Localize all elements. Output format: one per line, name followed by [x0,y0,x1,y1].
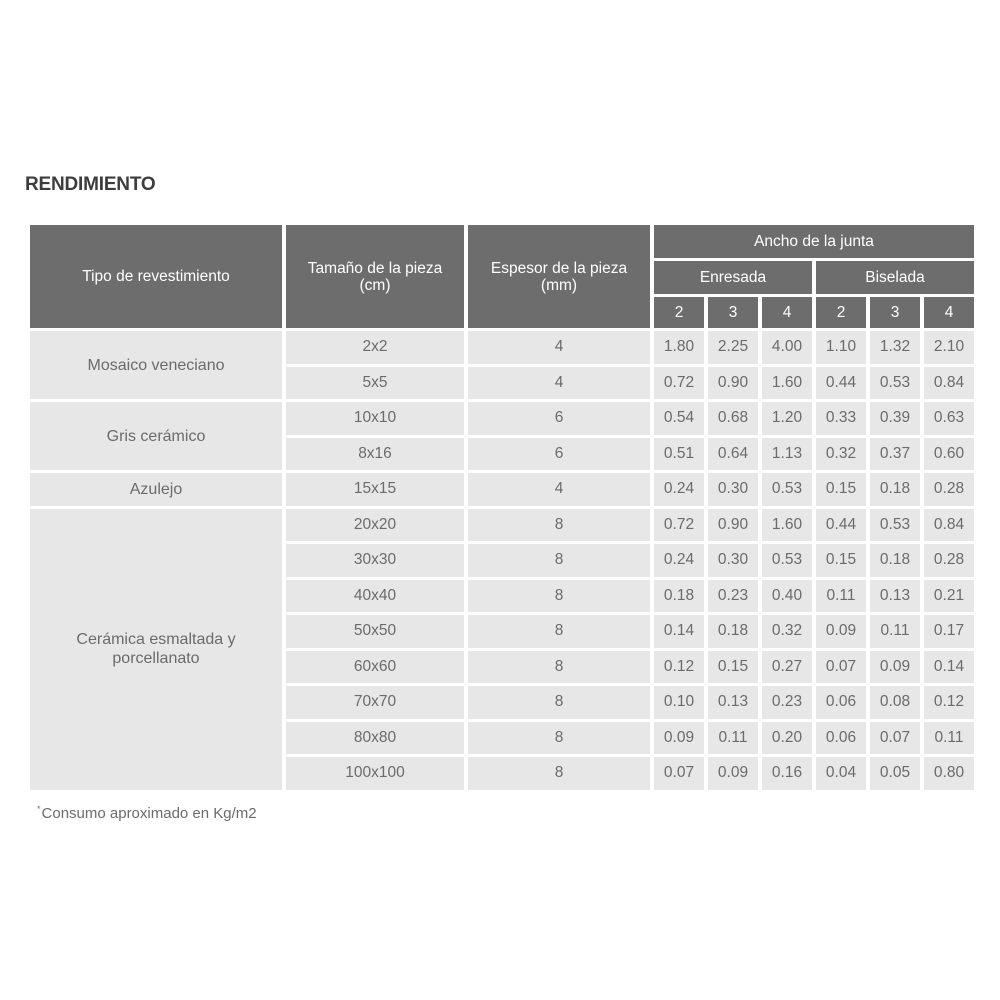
cell-value: 0.84 [924,367,974,400]
header-width: 4 [924,297,974,328]
cell-thickness: 8 [468,615,650,648]
cell-size: 10x10 [286,402,464,435]
cell-value: 0.04 [816,757,866,790]
cell-value: 0.39 [870,402,920,435]
cell-value: 1.13 [762,438,812,471]
cell-value: 0.63 [924,402,974,435]
cell-value: 0.06 [816,686,866,719]
cell-value: 0.18 [870,473,920,506]
cell-value: 0.07 [654,757,704,790]
cell-value: 0.09 [654,722,704,755]
cell-value: 0.14 [654,615,704,648]
cell-value: 0.13 [708,686,758,719]
cell-size: 15x15 [286,473,464,506]
cell-size: 40x40 [286,580,464,613]
cell-value: 0.28 [924,544,974,577]
cell-value: 0.72 [654,509,704,542]
cell-value: 0.06 [816,722,866,755]
cell-value: 0.21 [924,580,974,613]
section-title: RENDIMIENTO [25,174,156,195]
cell-value: 0.51 [654,438,704,471]
table-header [30,225,974,328]
cell-value: 0.23 [762,686,812,719]
cell-value: 0.53 [762,544,812,577]
footnote [37,804,257,822]
cell-value: 0.40 [762,580,812,613]
header-width: 4 [762,297,812,328]
cell-type: Cerámica esmaltada y porcellanato [30,509,282,790]
cell-value: 0.64 [708,438,758,471]
header-espesor: Espesor de la pieza (mm) [468,225,650,328]
cell-value: 0.84 [924,509,974,542]
cell-value: 1.60 [762,509,812,542]
header-tipo: Tipo de revestimiento [30,225,282,328]
cell-thickness: 6 [468,402,650,435]
cell-size: 2x2 [286,331,464,364]
cell-value: 1.60 [762,367,812,400]
cell-value: 0.44 [816,509,866,542]
cell-value: 0.28 [924,473,974,506]
cell-value: 0.09 [870,651,920,684]
cell-value: 0.14 [924,651,974,684]
cell-value: 0.72 [654,367,704,400]
cell-value: 0.30 [708,473,758,506]
footnote-mark: * [37,804,41,814]
cell-value: 0.53 [870,509,920,542]
header-biselada: Biselada [816,261,974,294]
cell-thickness: 4 [468,367,650,400]
cell-value: 0.07 [816,651,866,684]
cell-thickness: 8 [468,509,650,542]
cell-value: 0.53 [870,367,920,400]
header-width: 2 [816,297,866,328]
cell-value: 0.18 [654,580,704,613]
cell-type: Gris cerámico [30,402,282,470]
cell-value: 0.90 [708,509,758,542]
cell-value: 0.30 [708,544,758,577]
cell-size: 100x100 [286,757,464,790]
cell-value: 0.60 [924,438,974,471]
cell-value: 0.53 [762,473,812,506]
cell-value: 0.54 [654,402,704,435]
cell-type: Azulejo [30,473,282,506]
header-tamano: Tamaño de la pieza (cm) [286,225,464,328]
cell-value: 0.27 [762,651,812,684]
cell-value: 0.12 [924,686,974,719]
cell-value: 0.68 [708,402,758,435]
cell-size: 8x16 [286,438,464,471]
table-row [30,473,974,506]
cell-value: 0.15 [816,473,866,506]
cell-value: 1.10 [816,331,866,364]
cell-value: 0.18 [870,544,920,577]
cell-value: 0.05 [870,757,920,790]
header-enresada: Enresada [654,261,812,294]
cell-value: 0.17 [924,615,974,648]
header-width: 2 [654,297,704,328]
cell-value: 0.32 [816,438,866,471]
cell-value: 0.11 [924,722,974,755]
cell-value: 0.15 [708,651,758,684]
cell-value: 0.11 [816,580,866,613]
cell-value: 0.11 [870,615,920,648]
cell-value: 2.10 [924,331,974,364]
cell-value: 0.15 [816,544,866,577]
table-row [30,509,974,542]
performance-table [26,222,978,793]
cell-size: 70x70 [286,686,464,719]
cell-value: 2.25 [708,331,758,364]
cell-value: 0.37 [870,438,920,471]
cell-thickness: 8 [468,686,650,719]
cell-value: 0.33 [816,402,866,435]
cell-thickness: 4 [468,331,650,364]
cell-size: 30x30 [286,544,464,577]
cell-size: 80x80 [286,722,464,755]
cell-value: 1.32 [870,331,920,364]
cell-thickness: 8 [468,722,650,755]
cell-value: 0.20 [762,722,812,755]
header-ancho-junta: Ancho de la junta [654,225,974,258]
table-body [30,331,974,790]
cell-thickness: 6 [468,438,650,471]
cell-value: 0.10 [654,686,704,719]
cell-value: 0.24 [654,544,704,577]
cell-size: 20x20 [286,509,464,542]
cell-value: 0.24 [654,473,704,506]
cell-thickness: 4 [468,473,650,506]
cell-value: 0.32 [762,615,812,648]
cell-size: 5x5 [286,367,464,400]
cell-value: 0.16 [762,757,812,790]
cell-value: 0.18 [708,615,758,648]
cell-value: 0.13 [870,580,920,613]
cell-value: 0.07 [870,722,920,755]
cell-thickness: 8 [468,544,650,577]
cell-value: 1.80 [654,331,704,364]
cell-value: 0.09 [708,757,758,790]
table-row [30,402,974,435]
cell-value: 0.80 [924,757,974,790]
cell-value: 0.23 [708,580,758,613]
header-width: 3 [708,297,758,328]
cell-type: Mosaico veneciano [30,331,282,399]
cell-value: 4.00 [762,331,812,364]
cell-value: 0.90 [708,367,758,400]
cell-value: 0.09 [816,615,866,648]
cell-thickness: 8 [468,651,650,684]
cell-value: 0.08 [870,686,920,719]
cell-value: 0.44 [816,367,866,400]
cell-value: 1.20 [762,402,812,435]
cell-thickness: 8 [468,757,650,790]
cell-size: 50x50 [286,615,464,648]
cell-size: 60x60 [286,651,464,684]
table-row [30,331,974,364]
header-width: 3 [870,297,920,328]
footnote-text: Consumo aproximado en Kg/m2 [41,805,257,822]
cell-value: 0.12 [654,651,704,684]
cell-value: 0.11 [708,722,758,755]
cell-thickness: 8 [468,580,650,613]
